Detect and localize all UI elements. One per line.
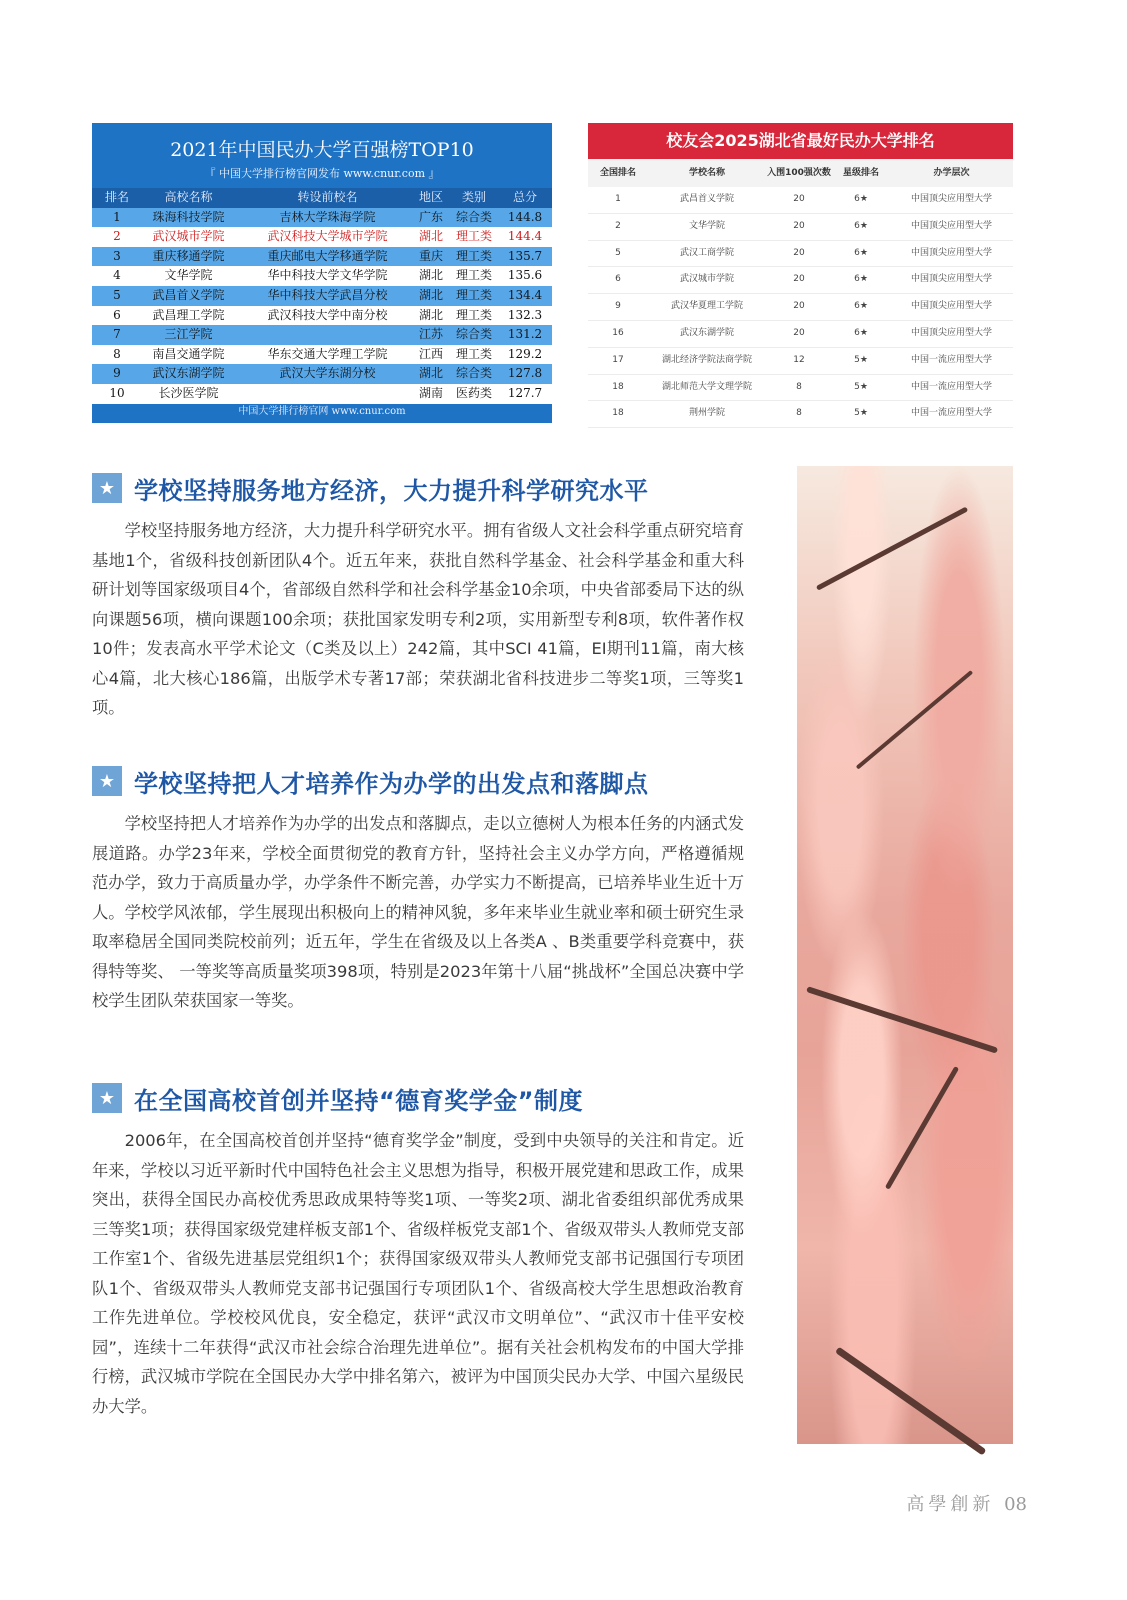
table-cell: 珠海科技学院	[152, 209, 225, 224]
table-cell: 9	[113, 366, 121, 381]
table-cell: 综合类	[455, 366, 492, 381]
table-cell: 12	[793, 354, 805, 365]
section-header	[92, 1080, 744, 1116]
table-cell: 文华学院	[688, 220, 725, 231]
page-number: 08	[1004, 1494, 1027, 1515]
header-cell: 转设前校名	[297, 190, 358, 204]
ranking-table-cnur	[92, 123, 552, 423]
table-cell: 湖北经济学院法商学院	[661, 354, 752, 365]
table-cell: 江苏	[418, 327, 443, 342]
table-cell: 6★	[854, 194, 868, 204]
table-cell: 理工类	[455, 248, 492, 263]
section-title: 在全国高校首创并坚持“德育奖学金”制度	[134, 1086, 584, 1115]
section-body: 学校坚持服务地方经济，大力提升科学研究水平。拥有省级人文社会科学重点研究培育基地1个，省级科技创新团队4个。近五年来，获批自然科学基金、社会科学基金和重大科研计划等国家级项目4个，省部级自然科学和社会科学基金10余项，中央省部委局下达的纵向课题56项，横向课题100余项；获批国家发明专利2项，实用新型专利8项，软件著作权10件；发表高水平学术论文（C类及以上）242篇，其中SCI 41篇，EI期刊11篇，南大核心4篇，北大核心186篇，出版学术专著17部；荣获湖北省科技进步二等奖1项，三等奖1项。	[92, 521, 744, 717]
table-cell: 武昌理工学院	[152, 307, 225, 322]
table-cell: 20	[793, 301, 805, 312]
table-cell: 144.4	[507, 229, 543, 244]
header-cell: 星级排名	[842, 167, 879, 178]
table-cell: 3	[113, 248, 121, 263]
table-cell: 医药类	[455, 385, 492, 400]
table-cell: 6	[113, 307, 121, 322]
table-row	[92, 345, 552, 365]
table-cell: 5	[615, 247, 621, 258]
table-cell: 5★	[854, 354, 868, 365]
table-cell: 5	[113, 287, 121, 302]
table-cell: 8	[113, 346, 121, 361]
table-row	[588, 321, 1013, 348]
table-cell: 中国顶尖应用型大学	[910, 194, 992, 204]
table-cell: 17	[612, 354, 624, 365]
table-cell: 荆州学院	[688, 408, 725, 419]
table-cell: 湖北	[418, 366, 443, 381]
table-cell: 10	[109, 385, 125, 400]
table-row	[588, 241, 1013, 268]
table-cell: 6★	[854, 274, 868, 285]
header-cell: 高校名称	[164, 190, 213, 204]
table-cell: 1	[113, 209, 121, 224]
table-cell: 6★	[854, 247, 868, 258]
table-cell: 吉林大学珠海学院	[279, 209, 376, 224]
table-cell: 文华学院	[164, 268, 213, 283]
table-cell: 中国一流应用型大学	[910, 354, 992, 365]
table-cell: 武汉城市学院	[152, 229, 225, 244]
section-header	[92, 470, 744, 506]
table-cell: 20	[793, 327, 805, 338]
table-cell: 湖北师范大学文理学院	[661, 381, 752, 392]
table-cell: 长沙医学院	[158, 385, 219, 400]
table-cell: 武汉科技大学城市学院	[267, 229, 388, 244]
table-cell: 127.7	[507, 385, 543, 400]
table-header-row	[588, 159, 1013, 187]
section-header	[92, 763, 744, 799]
table-cell: 中国顶尖应用型大学	[910, 247, 992, 258]
table-row	[92, 266, 552, 286]
table-cell: 理工类	[455, 229, 492, 244]
table-cell: 中国顶尖应用型大学	[910, 327, 992, 338]
header-cell: 类别	[461, 190, 486, 204]
table-row	[92, 227, 552, 247]
table-cell: 湖北	[418, 307, 443, 322]
header-cell: 学校名称	[688, 167, 725, 178]
table-cell: 武汉华夏理工学院	[670, 301, 743, 312]
header-cell: 全国排名	[599, 167, 636, 178]
table-cell: 湖北	[418, 229, 443, 244]
table-cell	[241, 325, 414, 345]
table-cell: 135.7	[507, 248, 543, 263]
table-row	[588, 267, 1013, 294]
table-row	[92, 208, 552, 228]
table-cell: 武昌首义学院	[679, 194, 734, 204]
table-row	[92, 306, 552, 326]
table-cell: 8	[796, 408, 802, 419]
magazine-brand: 高學創新	[906, 1494, 995, 1515]
section-scholarship	[92, 1080, 744, 1421]
table-header-row	[92, 188, 552, 208]
section-title: 学校坚持把人才培养作为办学的出发点和落脚点	[134, 769, 649, 798]
table-cell: 6	[615, 274, 621, 285]
table-row	[92, 384, 552, 404]
table-cell: 16	[612, 327, 624, 338]
page-footer	[906, 1490, 1027, 1516]
table-cell: 湖北	[418, 287, 443, 302]
table-cell: 1	[615, 194, 621, 204]
table-cell: 重庆	[418, 248, 443, 263]
table-row	[588, 348, 1013, 375]
table-cell: 综合类	[455, 209, 492, 224]
table-cell: 2	[615, 220, 621, 231]
table-cell: 中国顶尖应用型大学	[910, 274, 992, 285]
table-cell: 20	[793, 274, 805, 285]
table-body	[92, 208, 552, 404]
table-row	[92, 286, 552, 306]
table-row	[588, 401, 1013, 428]
table-cell: 18	[612, 408, 624, 419]
table-cell: 武汉大学东湖分校	[279, 366, 376, 381]
section-body: 2006年，在全国高校首创并坚持“德育奖学金”制度，受到中央领导的关注和肯定。近年来，学校以习近平新时代中国特色社会主义思想为指导，积极开展党建和思政工作，成果突出，获得全国民办高校优秀思政成果特等奖1项、一等奖2项、湖北省委组织部优秀成果三等奖1项；获得国家级党建样板支部1个、省级样板党支部1个、省级双带头人教师党支部工作室1个、省级先进基层党组织1个；获得国家级双带头人教师党支部书记强国行专项团队1个、省级双带头人教师党支部书记强国行专项团队1个、省级高校大学生思想政治教育工作先进单位。学校校风优良，安全稳定，获评“武汉市文明单位”、“武汉市十佳平安校园”，连续十二年获得“武汉市社会综合治理先进单位”。据有关社会机构发布的中国大学排行榜，武汉城市学院在全国民办大学中排名第六，被评为中国顶尖民办大学、中国六星级民办大学。	[92, 1131, 744, 1416]
table-cell: 6★	[854, 301, 868, 312]
table-cell: 131.2	[507, 327, 543, 342]
table-cell: 湖北	[418, 268, 443, 283]
table-row	[588, 214, 1013, 241]
ranking-table-alumni	[588, 123, 1013, 420]
table-cell: 三江学院	[164, 327, 213, 342]
table-cell: 2	[113, 229, 121, 244]
table-cell: 4	[113, 268, 121, 283]
table-cell: 5★	[854, 408, 868, 419]
table-cell: 华东交通大学理工学院	[267, 346, 388, 361]
table-cell: 20	[793, 194, 805, 204]
table-cell: 20	[793, 220, 805, 231]
table-cell: 6★	[854, 220, 868, 231]
table-cell: 20	[793, 247, 805, 258]
table-cell: 134.4	[507, 287, 543, 302]
header-cell: 地区	[418, 190, 443, 204]
table-cell: 广东	[418, 209, 443, 224]
table-cell: 华中科技大学武昌分校	[267, 287, 388, 302]
section-body: 学校坚持把人才培养作为办学的出发点和落脚点，走以立德树人为根本任务的内涵式发展道路。办学23年来，学校全面贯彻党的教育方针，坚持社会主义办学方向，严格遵循规范办学，致力于高质量办学，办学条件不断完善，办学实力不断提高，已培养毕业生近十万人。学校学风浓郁，学生展现出积极向上的精神风貌，多年来毕业生就业率和硕士研究生录取率稳居全国同类院校前列；近五年，学生在省级及以上各类A 、B类重要学科竞赛中，获得特等奖、 一等奖等高质量奖项398项，特别是2023年第十八届“挑战杯”全国总决赛中学校学生团队荣获国家一等奖。	[92, 814, 744, 1010]
table-cell: 理工类	[455, 268, 492, 283]
table-cell: 5★	[854, 381, 868, 392]
table-cell: 理工类	[455, 346, 492, 361]
table-cell: 湖南	[418, 385, 443, 400]
cherry-blossom-photo	[797, 466, 1013, 1444]
table-cell: 中国一流应用型大学	[910, 408, 992, 419]
header-cell: 入围100强次数	[767, 167, 831, 178]
header-cell: 办学层次	[933, 167, 970, 178]
table-cell: 武汉工商学院	[679, 247, 734, 258]
star-icon: ★	[92, 1083, 122, 1113]
table-cell: 中国顶尖应用型大学	[910, 301, 992, 312]
table-row	[92, 247, 552, 267]
table-cell: 8	[796, 381, 802, 392]
section-talent	[92, 763, 744, 1016]
table-cell: 武汉科技大学中南分校	[267, 307, 388, 322]
table-row	[588, 294, 1013, 321]
table-cell: 132.3	[507, 307, 543, 322]
table-row	[92, 325, 552, 345]
table-cell: 南昌交通学院	[152, 346, 225, 361]
table-cell: 129.2	[507, 346, 543, 361]
table-cell: 9	[615, 301, 621, 312]
header-cell: 总分	[512, 190, 537, 204]
table-cell: 武汉城市学院	[679, 274, 734, 285]
table-title: 2021年中国民办大学百强榜TOP10	[170, 139, 474, 161]
table-cell: 中国一流应用型大学	[910, 381, 992, 392]
table-cell: 18	[612, 381, 624, 392]
table-cell: 华中科技大学文华学院	[267, 268, 388, 283]
table-row	[588, 375, 1013, 402]
table-cell: 7	[113, 327, 121, 342]
table-cell: 江西	[418, 346, 443, 361]
table-cell: 武汉东湖学院	[679, 327, 734, 338]
table-cell: 理工类	[455, 307, 492, 322]
table-cell: 135.6	[507, 268, 543, 283]
section-research	[92, 470, 744, 723]
table-cell: 重庆移通学院	[152, 248, 225, 263]
table-title: 校友会2025湖北省最好民办大学排名	[588, 123, 1013, 159]
table-footer: 中国大学排行榜官网 www.cnur.com	[238, 405, 406, 417]
star-icon: ★	[92, 766, 122, 796]
table-body	[588, 187, 1013, 428]
section-title: 学校坚持服务地方经济，大力提升科学研究水平	[134, 476, 649, 505]
table-subtitle: 『 中国大学排行榜官网发布 www.cnur.com 』	[204, 167, 440, 180]
table-cell: 武昌首义学院	[152, 287, 225, 302]
table-row	[92, 364, 552, 384]
table-cell	[241, 384, 414, 404]
header-cell: 排名	[104, 190, 129, 204]
table-cell: 综合类	[455, 327, 492, 342]
table-cell: 重庆邮电大学移通学院	[267, 248, 388, 263]
table-cell: 6★	[854, 327, 868, 338]
table-cell: 武汉东湖学院	[152, 366, 225, 381]
table-row	[588, 187, 1013, 214]
table-cell: 理工类	[455, 287, 492, 302]
table-cell: 144.8	[507, 209, 543, 224]
table-cell: 127.8	[507, 366, 543, 381]
table-cell: 中国顶尖应用型大学	[910, 220, 992, 231]
star-icon: ★	[92, 473, 122, 503]
